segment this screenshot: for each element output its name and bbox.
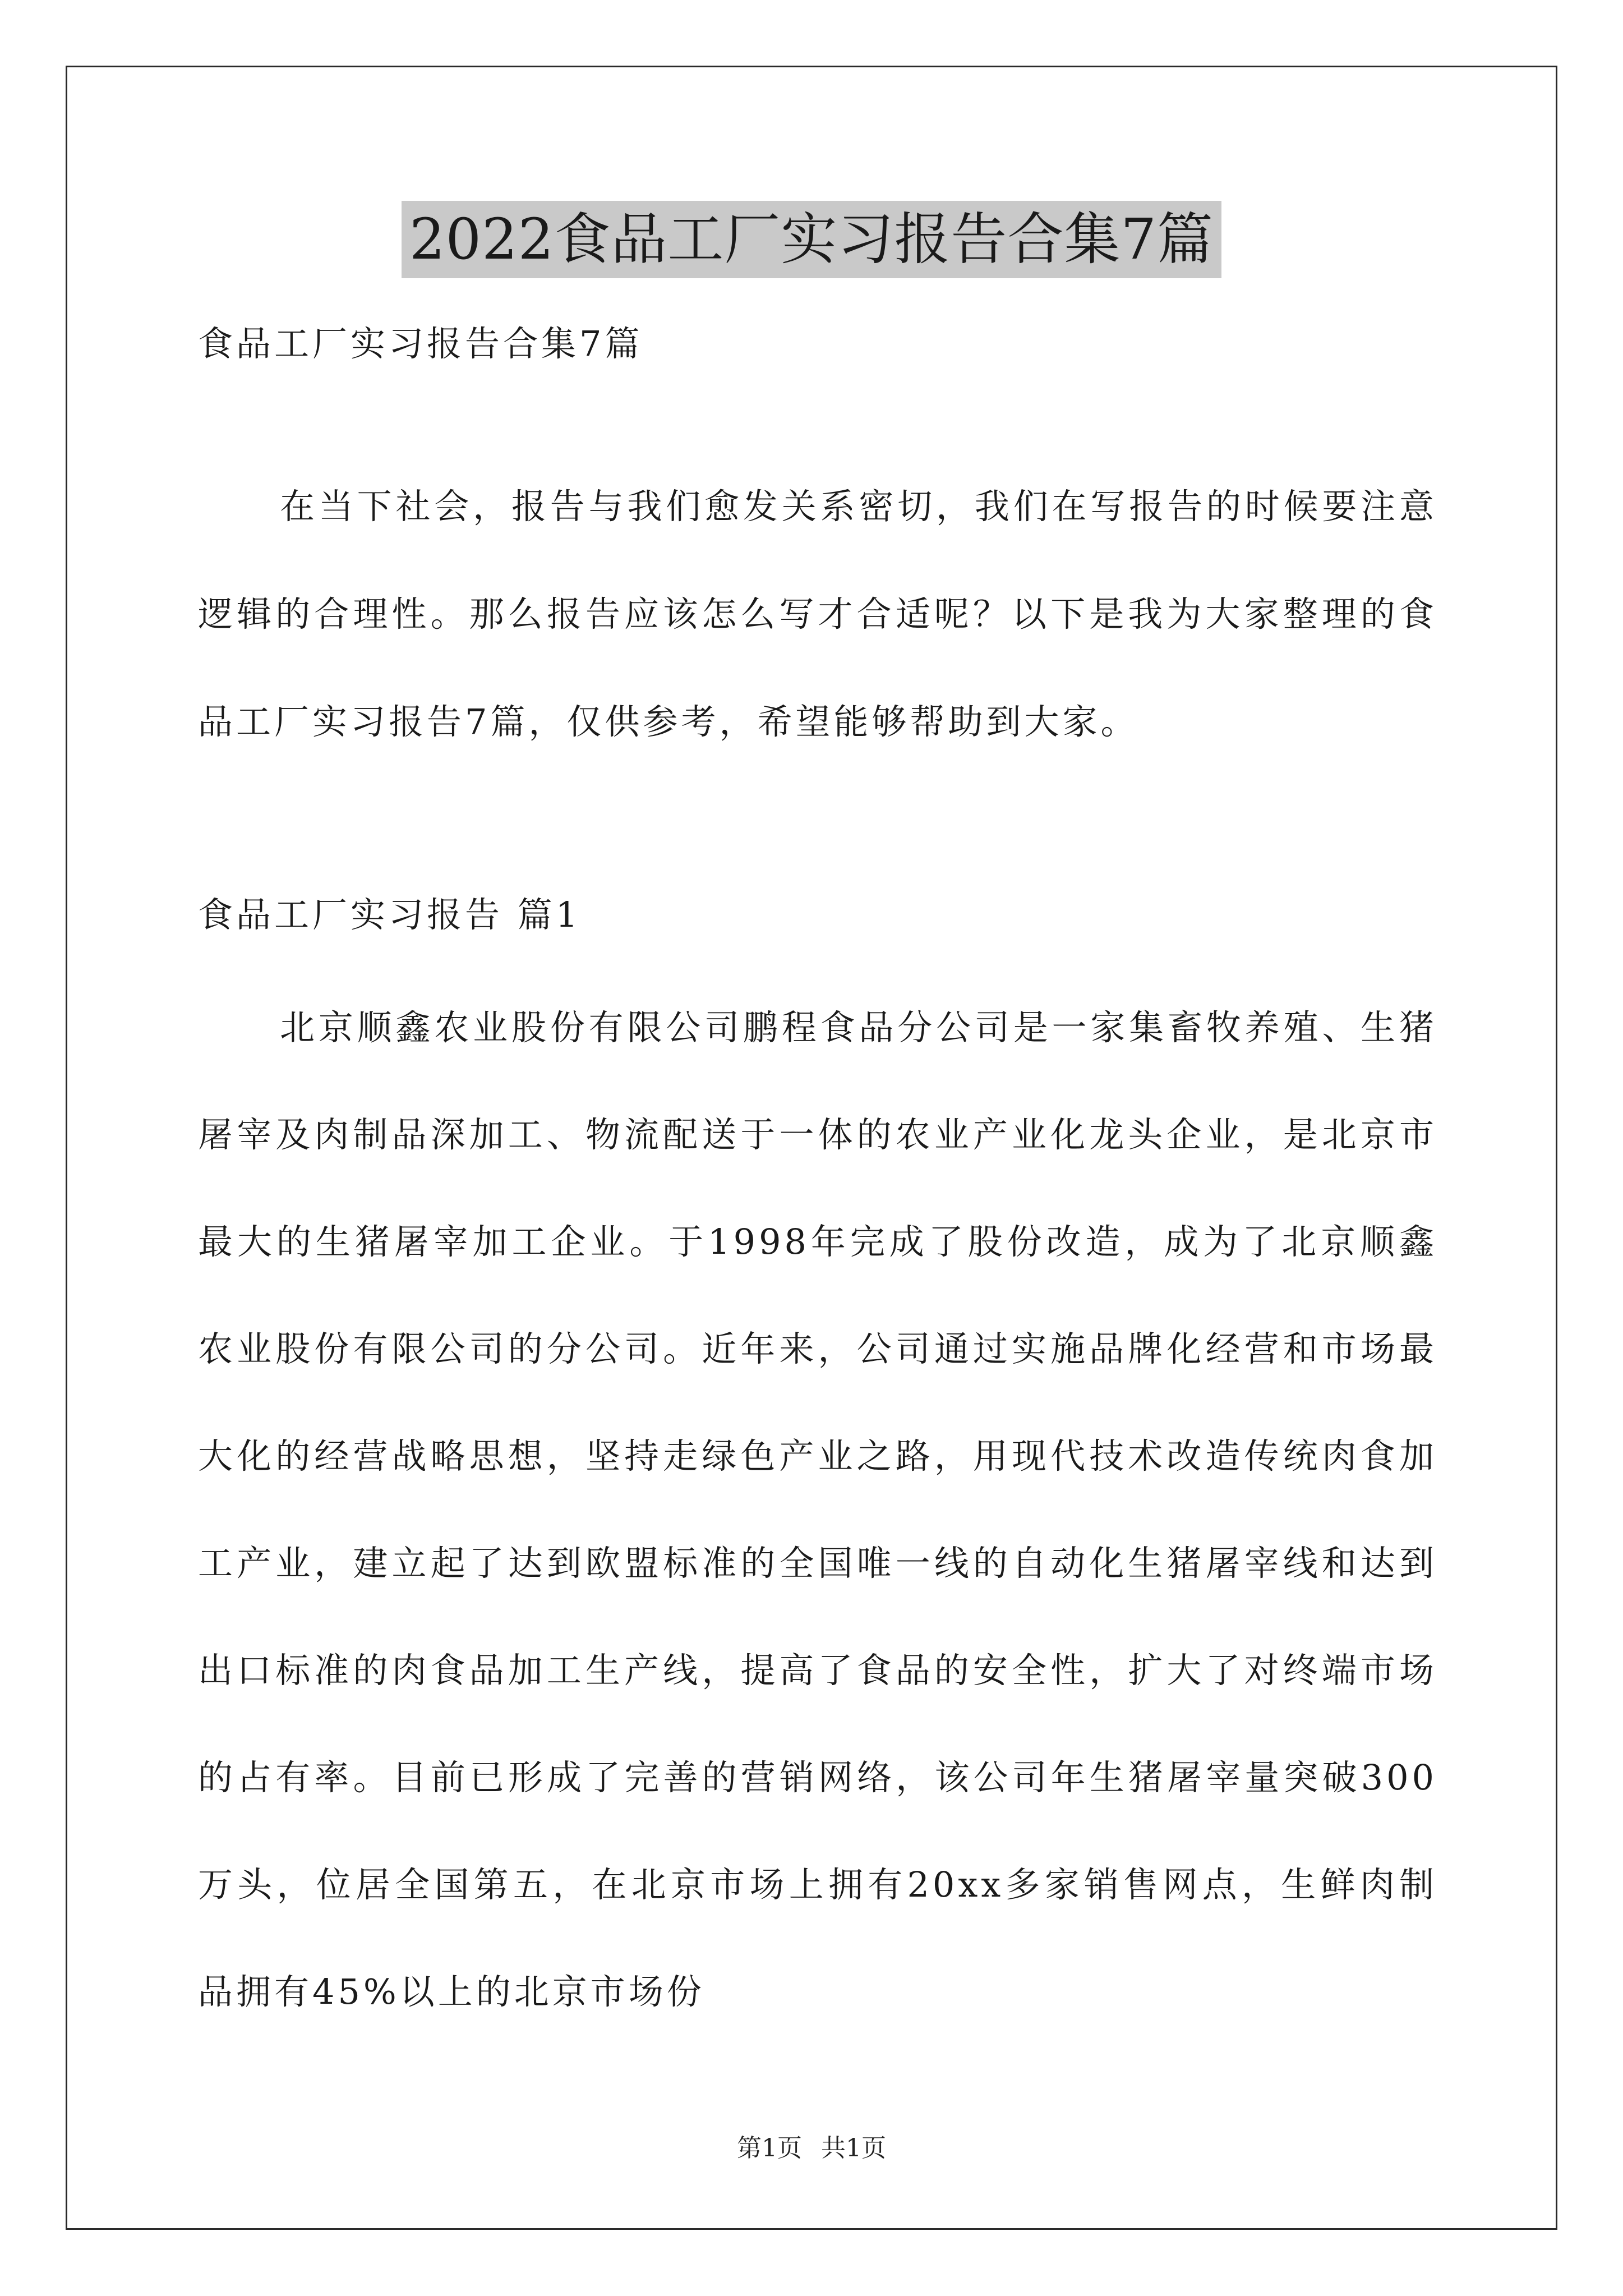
intro-paragraph: 在当下社会，报告与我们愈发关系密切，我们在写报告的时候要注意逻辑的合理性。那么报告应该怎么写才合适呢？以下是我为大家整理的食品工厂实习报告7篇，仅供参考，希望能够帮助到大家。 xyxy=(198,486,1437,742)
document-title: 2022食品工厂实习报告合集7篇 xyxy=(402,201,1221,278)
document-subtitle: 食品工厂实习报告合集7篇 xyxy=(198,323,643,364)
title-container xyxy=(0,201,1623,278)
page-total: 共1页 xyxy=(821,2134,886,2162)
section-heading: 食品工厂实习报告 篇1 xyxy=(198,894,582,935)
page-number: 第1页 xyxy=(737,2134,802,2162)
page-footer xyxy=(0,2132,1623,2165)
section-body-paragraph: 北京顺鑫农业股份有限公司鹏程食品分公司是一家集畜牧养殖、生猪屠宰及肉制品深加工、物流配送于一体的农业产业化龙头企业，是北京市最大的生猪屠宰加工企业。于1998年完成了股份改造，成为了北京顺鑫农业股份有限公司的分公司。近年来，公司通过实施品牌化经营和市场最大化的经营战略思想，坚持走绿色产业之路，用现代技术改造传统肉食加工产业，建立起了达到欧盟标准的全国唯一线的自动化生猪屠宰线和达到出口标准的肉食品加工生产线，提高了食品的安全性，扩大了对终端市场的占有率。目前已形成了完善的营销网络，该公司年生猪屠宰量突破300万头，位居全国第五，在北京市场上拥有20xx多家销售网点，生鲜肉制品拥有45%以上的北京市场份 xyxy=(198,1007,1437,2012)
